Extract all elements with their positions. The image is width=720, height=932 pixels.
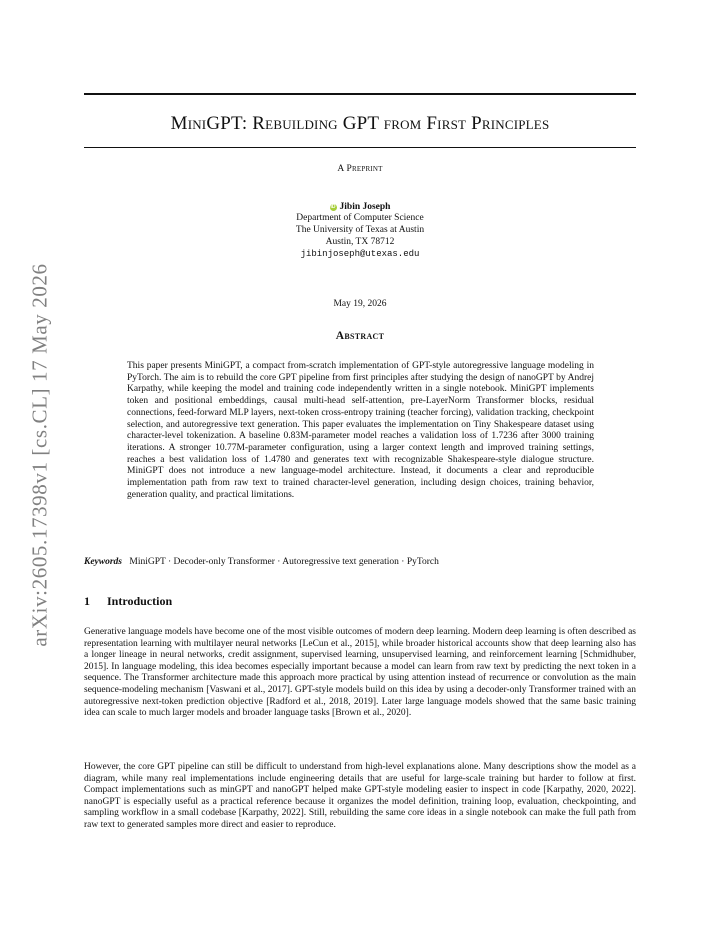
- orcid-icon[interactable]: iD: [330, 204, 336, 210]
- keywords-text: MiniGPT · Decoder-only Transformer · Autoregressive text generation · PyTorch: [129, 557, 439, 567]
- author-city: Austin, TX 78712: [325, 237, 395, 247]
- section-number: 1: [84, 594, 90, 608]
- author-institution: The University of Texas at Austin: [295, 225, 425, 236]
- title-top-rule: [84, 93, 636, 95]
- author-email[interactable]: jibinjoseph@utexas.edu: [300, 248, 420, 259]
- keywords-label: Keywords: [84, 557, 122, 567]
- intro-paragraph-1: Generative language models have become one of the most visible outcomes of modern deep learning. Modern deep learning is often described as representation learning with multilayer neural networks [LeCun et al., 2015], while broader historical accounts show that deep learning also has a longer lineage in neural networks, credit assignment, supervised learning, unsupervised learning, and reinforcement learning [Schmidhuber, 2015]. In language modeling, this idea becomes especially important because a model can learn from raw text by predicting the next token in a sequence. The Transformer architecture made this approach more practical by using attention instead of recurrence or convolution as the main sequence-modeling mechanism [Vaswani et al., 2017]. GPT-style models build on this idea by using a decoder-only Transformer trained with an autoregressive next-token prediction objective [Radford et al., 2018, 2019]. Later large language models showed that the same basic training idea can scale to much larger models and broader language tasks [Brown et al., 2020].: [84, 627, 636, 719]
- publication-date: May 19, 2026: [333, 299, 387, 309]
- section-heading-introduction: [84, 594, 172, 609]
- author-department: Department of Computer Science: [296, 213, 424, 224]
- title-bottom-rule: [84, 147, 636, 148]
- preprint-label: A Preprint: [337, 164, 383, 174]
- author-name: Jibin Joseph: [339, 201, 391, 212]
- abstract-heading: Abstract: [335, 330, 385, 342]
- intro-paragraph-2: However, the core GPT pipeline can still be difficult to understand from high-level explanations alone. Many descriptions show the model as a diagram, while many real implementations include engineering details that are useful for large-scale training but harder to follow at first. Compact implementations such as minGPT and nanoGPT helped make GPT-style modeling easier to inspect in code [Karpathy, 2020, 2022]. nanoGPT is especially useful as a practical reference because it organizes the model definition, training loop, evaluation, checkpointing, and sampling workflow in a small codebase [Karpathy, 2022]. Still, rebuilding the same core ideas in a single notebook can make the full path from raw text to generated samples more direct and easier to reproduce.: [84, 762, 636, 830]
- keywords-line: [84, 557, 636, 567]
- author-name-line: [330, 202, 391, 214]
- paper-title: MiniGPT: Rebuilding GPT from First Principles: [170, 113, 550, 134]
- author-block: [84, 201, 636, 261]
- arxiv-identifier-stamp: arXiv:2605.17398v1 [cs.CL] 17 May 2026: [27, 263, 52, 647]
- section-title: Introduction: [107, 594, 173, 608]
- abstract-text: This paper presents MiniGPT, a compact from-scratch implementation of GPT-style autoregressive language modeling in PyTorch. The aim is to rebuild the core GPT pipeline from first principles after studying the design of nanoGPT by Andrej Karpathy, while keeping the model and training code independently written in a single notebook. MiniGPT implements token and positional embeddings, causal multi-head self-attention, pre-LayerNorm Transformer blocks, residual connections, feed-forward MLP layers, next-token cross-entropy training (teacher forcing), validation tracking, checkpoint selection, and autoregressive text generation. This paper evaluates the implementation on Tiny Shakespeare dataset using character-level tokenization. A baseline 0.83M-parameter model reaches a validation loss of 1.7236 after 3000 training iterations. A stronger 10.77M-parameter configuration, using a larger context length and improved training settings, reaches a best validation loss of 1.4780 and generates text with recognizable Shakespeare-style dialogue structure. MiniGPT does not introduce a new language-model architecture. Instead, it documents a clear and reproducible implementation path from raw text to trained character-level generation, including design choices, training behavior, generation quality, and practical limitations.: [127, 361, 594, 500]
